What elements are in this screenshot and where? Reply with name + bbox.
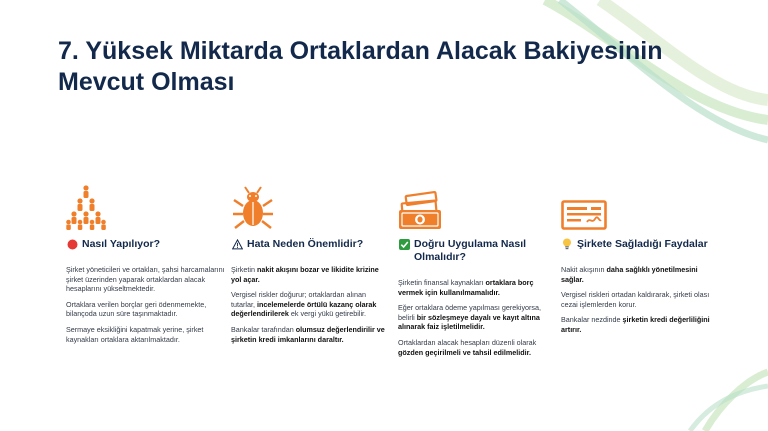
card-how-it-is-done	[66, 176, 226, 350]
card-heading-text: Doğru Uygulama Nasıl Olmalıdır?	[414, 238, 527, 263]
card-paragraph: Ortaklara verilen borçlar geri ödenmemekte, bilançoda uzun süre taşınmaktadır.	[66, 299, 207, 319]
warning-icon	[231, 238, 243, 250]
money-icon	[398, 176, 558, 230]
check-mark-icon	[398, 238, 410, 250]
card-heading-text: Hata Neden Önemlidir?	[247, 238, 364, 250]
card-benefits	[561, 176, 721, 341]
card-heading	[231, 238, 391, 251]
card-paragraph: Şirket yöneticileri ve ortakları, şahsi harcamalarını şirket üzerinden yaparak ortaklardan alacak hesaplarını yükseltmektedir.	[66, 265, 225, 294]
card-paragraph: Bankalar tarafından olumsuz değerlendirilir ve şirketin kredi imkanlarını daraltır.	[231, 324, 385, 344]
bug-icon	[231, 176, 391, 230]
card-heading	[398, 238, 558, 264]
card-body	[398, 278, 558, 357]
red-circle-icon	[66, 238, 78, 250]
card-paragraph: Şirketin finansal kaynakları ortaklara borç vermek için kullanılmamalıdır.	[398, 278, 534, 297]
card-paragraph: Sermaye eksikliğini kapatmak yerine, şirket kaynakları ortaklara aktarılmaktadır.	[66, 324, 204, 344]
card-paragraph: Vergisel riskleri ortadan kaldırarak, şirketi olası cezai işlemlerden korur.	[561, 290, 710, 309]
card-heading	[66, 238, 226, 251]
card-body	[561, 265, 721, 335]
light-bulb-icon	[561, 238, 573, 250]
card-body	[231, 265, 391, 344]
card-heading	[561, 238, 721, 251]
card-paragraph: Vergisel riskler doğurur; ortaklardan alınan tutarlar, incelemelerde örtülü kazanç olarak değerlendirilerek ek vergi yükü getirebilir.	[231, 290, 377, 319]
card-why-important	[231, 176, 391, 350]
card-paragraph: Nakit akışının daha sağlıklı yönetilmesini sağlar.	[561, 265, 698, 284]
card-paragraph: Şirketin nakit akışını bozar ve likidite krizine yol açar.	[231, 265, 379, 284]
card-heading-text: Nasıl Yapılıyor?	[82, 238, 161, 250]
people-pyramid-icon	[66, 176, 226, 230]
card-paragraph: Eğer ortaklara ödeme yapılması gerekiyorsa, belirli bir sözleşmeye dayalı ve kayıt altına alınarak faiz işletilmelidir.	[398, 303, 542, 332]
cheque-icon	[561, 176, 721, 230]
card-paragraph: Bankalar nezdinde şirketin kredi değerliliğini artırır.	[561, 315, 710, 334]
card-correct-practice	[398, 176, 558, 363]
card-heading-text: Şirkete Sağladığı Faydalar	[577, 238, 708, 250]
slide-title: 7. Yüksek Miktarda Ortaklardan Alacak Bakiyesinin Mevcut Olması	[58, 37, 663, 96]
card-body	[66, 265, 226, 344]
card-paragraph: Ortaklardan alacak hesapları düzenli olarak gözden geçirilmeli ve tahsil edilmelidir.	[398, 337, 537, 357]
